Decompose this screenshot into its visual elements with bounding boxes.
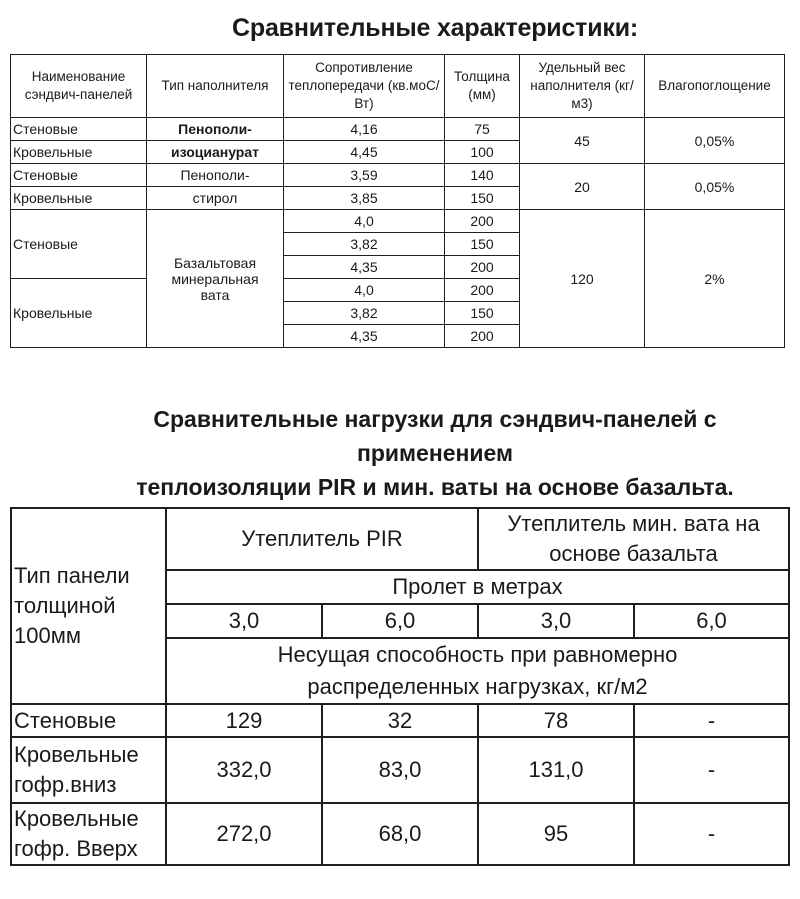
- thickness-value: 200: [445, 279, 520, 302]
- load-value: 129: [166, 704, 322, 737]
- thickness-value: 200: [445, 256, 520, 279]
- load-value: 332,0: [166, 737, 322, 803]
- load-value: 83,0: [322, 737, 478, 803]
- header-line: толщиной: [14, 593, 116, 618]
- load-value: 272,0: [166, 803, 322, 865]
- wool-header: [478, 508, 789, 570]
- load-value: 131,0: [478, 737, 634, 803]
- header-line: 100мм: [14, 623, 81, 648]
- table-row: [11, 803, 789, 865]
- load-value: 32: [322, 704, 478, 737]
- table-header-row: [11, 55, 785, 118]
- density-value: 120: [520, 210, 645, 348]
- capacity-header: [166, 638, 789, 704]
- absorption-value: 2%: [645, 210, 785, 348]
- density-value: 20: [520, 164, 645, 210]
- thickness-value: 100: [445, 141, 520, 164]
- resistance-value: 3,82: [284, 302, 445, 325]
- resistance-value: 4,0: [284, 279, 445, 302]
- resistance-value: 3,85: [284, 187, 445, 210]
- thickness-value: 150: [445, 187, 520, 210]
- filler-type: Пенополи-: [147, 118, 284, 141]
- row-name: Стеновые: [11, 210, 147, 279]
- characteristics-table: [10, 54, 785, 348]
- loads-table: [10, 507, 790, 866]
- table-header-row: [11, 508, 789, 570]
- resistance-value: 4,35: [284, 325, 445, 348]
- header-density: Удельный вес наполнителя (кг/м3): [520, 55, 645, 118]
- absorption-value: 0,05%: [645, 118, 785, 164]
- header-line: Утеплитель мин. вата на: [507, 511, 760, 536]
- load-value: -: [634, 803, 789, 865]
- load-value: 68,0: [322, 803, 478, 865]
- pir-header: Утеплитель PIR: [166, 508, 478, 570]
- span-value: 6,0: [322, 604, 478, 638]
- table-row: [11, 210, 785, 233]
- table-row: [11, 164, 785, 187]
- resistance-value: 3,82: [284, 233, 445, 256]
- header-line: основе базальта: [549, 541, 718, 566]
- density-value: 45: [520, 118, 645, 164]
- title-line: применением: [356, 440, 514, 466]
- thickness-value: 200: [445, 325, 520, 348]
- resistance-value: 4,0: [284, 210, 445, 233]
- panel-type-header: [11, 508, 166, 704]
- row-name: Стеновые: [11, 118, 147, 141]
- header-line: Тип панели: [14, 563, 130, 588]
- filler-type: [147, 210, 284, 348]
- table-row: [11, 118, 785, 141]
- load-value: 78: [478, 704, 634, 737]
- thickness-value: 140: [445, 164, 520, 187]
- title-line: Сравнительные нагрузки для сэндвич-панелей с: [153, 406, 717, 432]
- table-row: [11, 704, 789, 737]
- span-value: 3,0: [166, 604, 322, 638]
- header-absorption: Влагопоглощение: [645, 55, 785, 118]
- panel-type: Стеновые: [11, 704, 166, 737]
- filler-type-line: минеральная: [171, 270, 259, 287]
- header-line: распределенных нагрузках, кг/м2: [307, 674, 648, 699]
- panel-type-line: Кровельные: [14, 806, 139, 831]
- thickness-value: 150: [445, 302, 520, 325]
- row-name: Кровельные: [11, 141, 147, 164]
- panel-type-line: гофр.вниз: [14, 772, 117, 797]
- filler-type: изоцианурат: [147, 141, 284, 164]
- load-value: 95: [478, 803, 634, 865]
- absorption-value: 0,05%: [645, 164, 785, 210]
- thickness-value: 150: [445, 233, 520, 256]
- load-value: -: [634, 704, 789, 737]
- header-type: Тип наполнителя: [147, 55, 284, 118]
- header-name: Наименование сэндвич-панелей: [11, 55, 147, 118]
- table-row: [11, 737, 789, 803]
- filler-type: стирол: [147, 187, 284, 210]
- span-value: 3,0: [478, 604, 634, 638]
- span-header: Пролет в метрах: [166, 570, 789, 604]
- thickness-value: 200: [445, 210, 520, 233]
- load-value: -: [634, 737, 789, 803]
- panel-type: [11, 737, 166, 803]
- resistance-value: 3,59: [284, 164, 445, 187]
- header-resistance: Сопротивление теплопередачи (кв.моС/Вт): [284, 55, 445, 118]
- title-line: теплоизоляции PIR и мин. ваты на основе базальта.: [136, 474, 734, 500]
- page-title-loads: [40, 402, 800, 504]
- panel-type: [11, 803, 166, 865]
- panel-type-line: гофр. Вверх: [14, 836, 138, 861]
- panel-type-line: Кровельные: [14, 742, 139, 767]
- resistance-value: 4,45: [284, 141, 445, 164]
- header-thickness: Толщина (мм): [445, 55, 520, 118]
- page-title-characteristics: Сравнительные характеристики:: [232, 14, 638, 42]
- header-line: Несущая способность при равномерно: [277, 642, 678, 667]
- span-value: 6,0: [634, 604, 789, 638]
- row-name: Кровельные: [11, 187, 147, 210]
- thickness-value: 75: [445, 118, 520, 141]
- resistance-value: 4,16: [284, 118, 445, 141]
- resistance-value: 4,35: [284, 256, 445, 279]
- row-name: Стеновые: [11, 164, 147, 187]
- filler-type-line: вата: [200, 286, 230, 303]
- row-name: Кровельные: [11, 279, 147, 348]
- filler-type: Пенополи-: [147, 164, 284, 187]
- filler-type-line: Базальтовая: [173, 254, 257, 271]
